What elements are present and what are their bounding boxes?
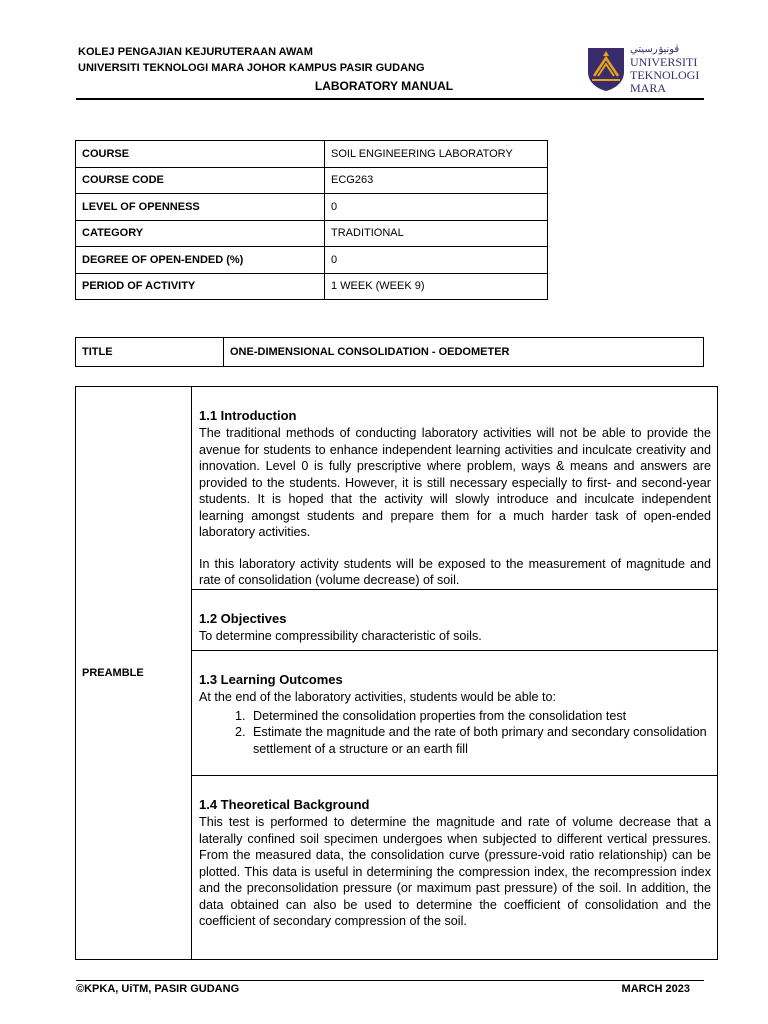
table-row	[76, 247, 548, 274]
footer-copyright: ©KPKA, UiTM, PASIR GUDANG	[76, 983, 240, 995]
category-value: TRADITIONAL	[325, 220, 548, 247]
table-row	[76, 167, 548, 194]
level-of-openness-value: 0	[325, 194, 548, 221]
footer-date: MARCH 2023	[621, 983, 690, 995]
college-name: KOLEJ PENGAJIAN KEJURUTERAAN AWAM	[78, 46, 313, 58]
theoretical-background-text: This test is performed to determine the magnitude and rate of volume decrease that a laterally confined soil specimen undergoes when subjected to different vertical pressures. From the measured data, the consolidation curve (pressure-void ratio relationship) can be plotted. This data is useful in determining the compression index, the recompression index and the preconsolidation pressure (or maximum past pressure) of the soil. In addition, the data obtained can also be used to determine the coefficient of consolidation and the coefficient of secondary compression of the soil.	[199, 815, 711, 928]
table-row	[76, 194, 548, 221]
course-value: SOIL ENGINEERING LABORATORY	[325, 141, 548, 168]
objectives-heading: 1.2 Objectives	[199, 611, 287, 626]
introduction-paragraph-1: The traditional methods of conducting laboratory activities will not be able to provide the avenue for students to enhance independent learning activities and inculcate creativity and innovation. Level 0 is fully prescriptive where problem, ways & means and answers are provided to the students. However, it is still necessary especially to first- and second-year students. It is hoped that the activity will slowly introduce and inculcate independent learning amongst students and prepare them for a much harder task of open-ended laboratory activities.	[199, 426, 711, 539]
table-row	[76, 141, 548, 168]
theoretical-background-section	[192, 776, 717, 959]
theoretical-background-heading: 1.4 Theoretical Background	[199, 797, 370, 812]
table-row	[76, 338, 704, 367]
course-info-table	[75, 140, 548, 300]
table-row	[76, 220, 548, 247]
logo-jawi-script: ڤونيۏرسيتي	[630, 44, 680, 55]
introduction-section	[192, 387, 717, 590]
uitm-logo	[586, 44, 711, 94]
learning-outcomes-section	[192, 651, 717, 776]
document-header	[78, 44, 425, 76]
list-item: 2. Estimate the magnitude and the rate of both primary and secondary consolidation settlement of a structure or an earth fill	[249, 724, 711, 757]
preamble-table	[75, 386, 718, 960]
course-code-value: ECG263	[325, 167, 548, 194]
list-item: 1. Determined the consolidation properties from the consolidation test	[249, 708, 711, 725]
manual-title: LABORATORY MANUAL	[314, 79, 454, 93]
preamble-label: PREAMBLE	[76, 387, 192, 960]
footer-divider	[76, 980, 704, 981]
objectives-text: To determine compressibility characteristic of soils.	[199, 629, 482, 643]
objectives-section	[192, 590, 717, 651]
degree-open-ended-value: 0	[325, 247, 548, 274]
learning-outcomes-list	[199, 708, 711, 758]
course-code-label: COURSE CODE	[76, 167, 325, 194]
introduction-heading: 1.1 Introduction	[199, 408, 297, 423]
header-divider	[76, 98, 704, 100]
title-table	[75, 337, 704, 367]
title-value: ONE-DIMENSIONAL CONSOLIDATION - OEDOMETER	[224, 338, 704, 367]
university-campus: UNIVERSITI TEKNOLOGI MARA JOHOR KAMPUS PASIR GUDANG	[78, 62, 425, 74]
table-row	[76, 273, 548, 300]
uitm-crest-icon	[586, 46, 626, 92]
period-of-activity-label: PERIOD OF ACTIVITY	[76, 273, 325, 300]
preamble-content	[192, 387, 718, 960]
period-of-activity-value: 1 WEEK (WEEK 9)	[325, 273, 548, 300]
logo-wordmark: UNIVERSITI TEKNOLOGI MARA	[630, 55, 700, 95]
level-of-openness-label: LEVEL OF OPENNESS	[76, 194, 325, 221]
title-label: TITLE	[76, 338, 224, 367]
learning-outcomes-intro: At the end of the laboratory activities, students would be able to:	[199, 690, 557, 704]
learning-outcomes-heading: 1.3 Learning Outcomes	[199, 672, 343, 687]
degree-open-ended-label: DEGREE OF OPEN-ENDED (%)	[76, 247, 325, 274]
course-label: COURSE	[76, 141, 325, 168]
introduction-paragraph-2: In this laboratory activity students will be exposed to the measurement of magnitude and rate of consolidation (volume decrease) of soil.	[199, 556, 711, 587]
category-label: CATEGORY	[76, 220, 325, 247]
